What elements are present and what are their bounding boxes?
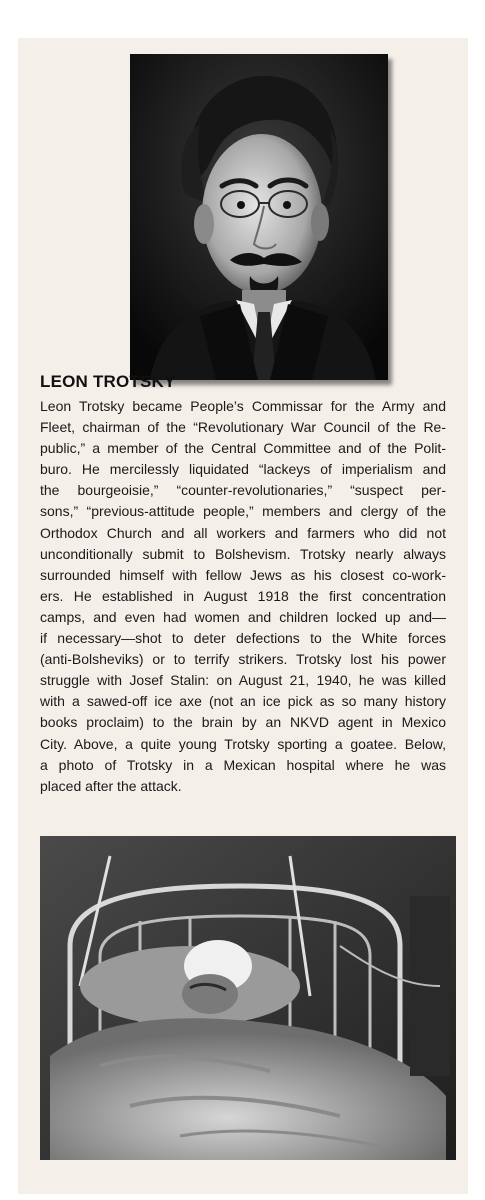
article-line: City. Above, a quite young Trotsky sporting a goatee. Below,: [40, 735, 446, 752]
article-line: ers. He established in August 1918 the first concentration: [40, 587, 446, 604]
article-line: placed after the attack.: [40, 777, 182, 794]
article-line: the bourgeoisie,” “counter-revolutionaries,” “suspect per-: [40, 482, 446, 499]
article-line: with a sawed-off ice axe (not an ice pick as so many history: [40, 693, 446, 710]
article-line: buro. He mercilessly liquidated “lackeys of imperialism and: [40, 461, 446, 478]
article-line: unconditionally submit to Bolshevism. Trotsky nearly always: [40, 545, 446, 562]
article-body: [40, 396, 446, 797]
article-line: surrounded himself with fellow Jews as his closest co-work-: [40, 566, 446, 583]
article-title: LEON TROTSKY: [40, 372, 176, 391]
article-line: Orthodox Church and all workers and farmers who did not: [40, 524, 446, 541]
article-line: a photo of Trotsky in a Mexican hospital where he was: [40, 756, 446, 773]
article-line: Leon Trotsky became People’s Commissar for the Army and: [40, 398, 446, 414]
article-line: Fleet, chairman of the “Revolutionary War Council of the Re-: [40, 419, 446, 436]
article-line: (anti-Bolsheviks) or to terrify strikers. Trotsky lost his power: [40, 651, 446, 668]
article-line: camps, and even had women and children locked up and—: [40, 608, 446, 625]
article-line: books proclaim) to the brain by an NKVD agent in Mexico: [40, 714, 446, 731]
article-line: sons,” “previous-attitude people,” members and clergy of the: [40, 503, 446, 520]
hospital-photo: [40, 836, 456, 1160]
article-panel: [18, 38, 468, 1194]
article-line: public,” a member of the Central Committee and of the Polit-: [40, 440, 446, 457]
article-line: if necessary—shot to deter defections to the White forces: [40, 630, 446, 647]
portrait-photo: [130, 54, 388, 380]
article-line: struggle with Josef Stalin: on August 21, 1940, he was killed: [40, 672, 446, 689]
